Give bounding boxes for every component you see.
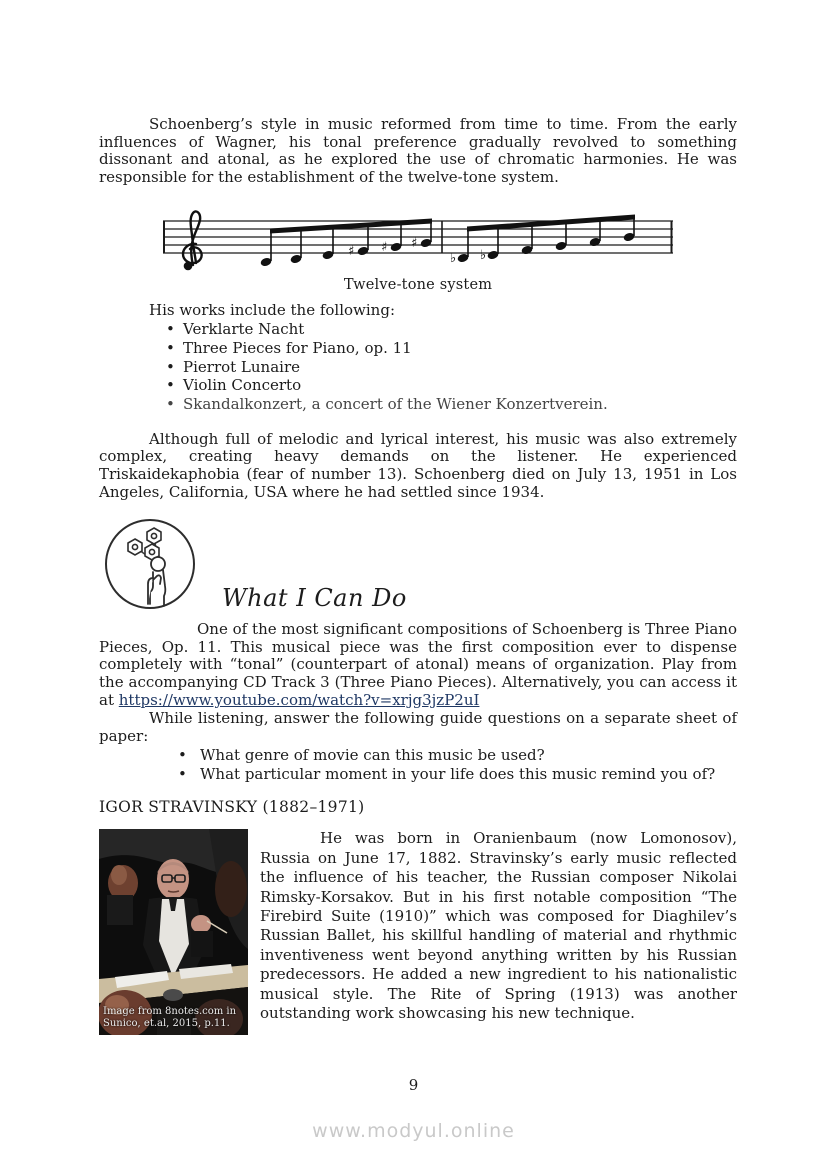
sharp-symbol: ♯ <box>411 236 418 252</box>
stravinsky-conducting-image <box>99 829 248 1035</box>
composition-paragraph-text: One of the most significant compositions of Schoenberg is Three Piano Pieces, Op. 11. This musical piece was the first composition ever to dispense completely with “tonal” (counterpart of atonal) means of organization. Play from the accompanying CD Track 3 (Three Piano Pieces). Alternatively, you can access it at <box>99 620 737 709</box>
list-item: • Three Pieces for Piano, op. 11 <box>99 339 737 358</box>
youtube-link[interactable]: https://www.youtube.com/watch?v=xrjg3jzP2uI <box>118 690 480 709</box>
page-number: 9 <box>408 1076 419 1094</box>
twelve-tone-figure <box>163 207 673 293</box>
listening-instructions: While listening, answer the following guide questions on a separate sheet of paper: <box>99 709 737 745</box>
music-staff-image <box>163 207 673 271</box>
stravinsky-section <box>99 829 737 1035</box>
stravinsky-heading: IGOR STRAVINSKY (1882–1971) <box>99 798 365 817</box>
list-item: • What particular moment in your life does this music remind you of? <box>99 765 737 784</box>
what-i-can-do-header <box>99 516 737 612</box>
guide-questions-list <box>99 746 737 783</box>
section-title: What I Can Do <box>222 584 407 613</box>
schoenberg-style-paragraph: Schoenberg’s style in music reformed from time to time. From the early influences of Wagner, his tonal preference gradually revolved to something dissonant and atonal, as he explored the use of chromatic harmonies. He was responsible for the establishment of the twelve-tone system. <box>99 115 737 186</box>
sharp-symbol: ♯ <box>381 240 388 256</box>
works-list <box>99 320 737 414</box>
composition-paragraph <box>99 621 737 709</box>
list-item: • Violin Concerto <box>99 376 737 395</box>
list-item: • What genre of movie can this music be used? <box>99 746 737 765</box>
schoenberg-complexity-paragraph: Although full of melodic and lyrical interest, his music was also extremely complex, creating heavy demands on the listener. He experienced Triskaidekaphobia (fear of number 13). Schoenberg died on July 13, 1951 in Los Angeles, California, USA where he had settled since 1934. <box>99 429 737 501</box>
stravinsky-bio-paragraph: He was born in Oranienbaum (now Lomonosov), Russia on June 17, 1882. Stravinsky’s early music reflected the influence of his teacher, the Russian composer Nikolai Rimsky-Korsakov. But in his first notable composition “The Firebird Suite (1910)” which was composed for Diaghilev’s Russian Ballet, his skillful handling of material and rhythmic inventiveness went beyond anything written by his Russian predecessors. He added a new ingredient to his nationalistic musical style. The Rite of Spring (1913) was another outstanding work showcasing his new technique. <box>260 829 737 1023</box>
list-item: • Pierrot Lunaire <box>99 358 737 377</box>
treble-clef-icon <box>183 212 202 266</box>
figure-caption: Twelve-tone system <box>343 277 493 294</box>
list-item: • Verklarte Nacht <box>99 320 737 339</box>
hand-flowers-icon <box>102 516 198 612</box>
stravinsky-photo <box>99 829 248 1035</box>
sharp-symbol: ♯ <box>348 244 355 260</box>
flat-symbol: ♭ <box>480 248 487 264</box>
list-item: • Skandalkonzert, a concert of the Wiener Konzertverein. <box>99 395 737 414</box>
flat-symbol: ♭ <box>450 251 457 267</box>
watermark: www.modyul.online <box>312 1120 515 1142</box>
works-intro: His works include the following: <box>149 301 395 320</box>
photo-caption: Image from 8notes.com in Sunico, et.al, 2015, p.11. <box>103 1006 237 1030</box>
